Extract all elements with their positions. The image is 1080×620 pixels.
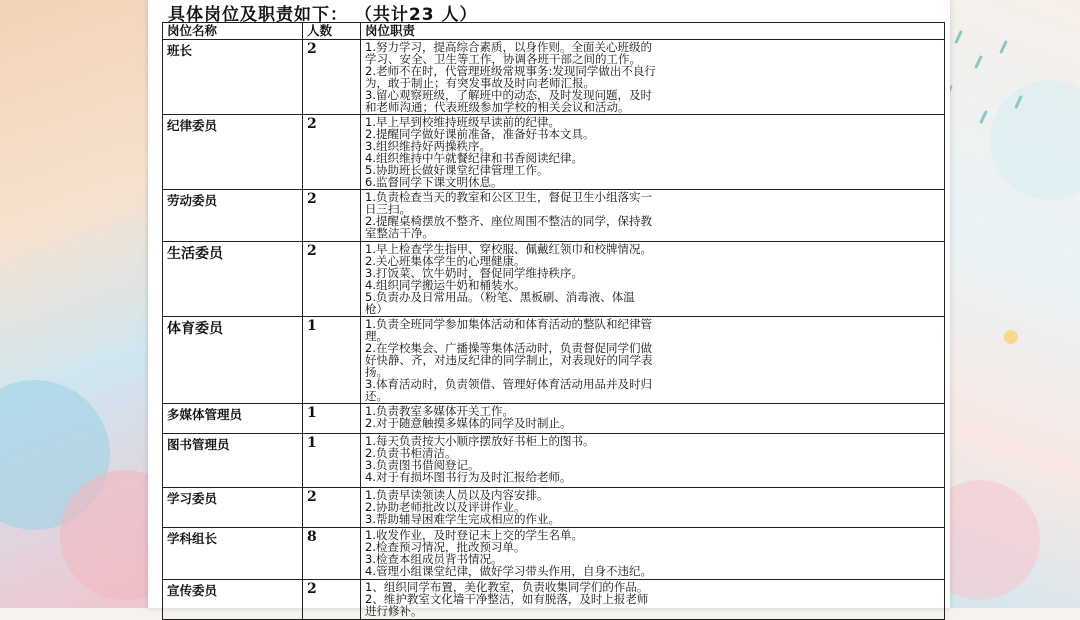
duty-line: 好快静、齐，对违反纪律的同学制止，对表现好的同学表 <box>365 353 653 367</box>
duty-line: 4.组织同学搬运牛奶和桶装水。 <box>365 278 526 292</box>
duty-line: 枪） <box>365 302 388 316</box>
duty-line: 1.收发作业，及时登记未上交的学生名单。 <box>365 528 583 542</box>
duty-line: 1.负责早读领读人员以及内容安排。 <box>365 488 549 502</box>
duty-description <box>361 434 945 488</box>
duty-line: 3.负责图书借阅登记。 <box>365 458 480 472</box>
duty-line: 4.管理小组课堂纪律，做好学习带头作用，自身不违纪。 <box>365 564 652 578</box>
duty-line: 5.协助班长做好课堂纪律管理工作。 <box>365 163 549 177</box>
duty-line: 进行修补。 <box>365 604 423 618</box>
duty-line: 1、组织同学布置，美化教室，负责收集同学们的作品。 <box>365 580 649 594</box>
duty-line: 1.负责全班同学参加集体活动和体育活动的整队和纪律管 <box>365 317 652 331</box>
head-count: 2 <box>303 580 361 620</box>
head-count: 2 <box>303 115 361 190</box>
duty-line: 2.负责书柜清洁。 <box>365 446 457 460</box>
duty-description <box>361 488 945 528</box>
head-count: 2 <box>303 242 361 317</box>
table-row <box>163 190 945 242</box>
role-name: 学科组长 <box>163 528 303 580</box>
duty-line: 3.体育活动时，负责领借、管理好体育活动用品并及时归 <box>365 377 652 391</box>
role-name: 图书管理员 <box>163 434 303 488</box>
head-count: 1 <box>303 434 361 488</box>
duty-line: 5.负责办及日常用品。（粉笔、黑板刷、消毒液、体温 <box>365 290 635 304</box>
table-header-row <box>163 23 945 40</box>
duty-line: 2.检查预习情况，批改预习单。 <box>365 540 526 554</box>
duty-line: 理。 <box>365 329 388 343</box>
duty-line: 室整洁干净。 <box>365 226 434 240</box>
role-name: 纪律委员 <box>163 115 303 190</box>
header-duties: 岗位职责 <box>361 23 945 40</box>
duty-description <box>361 404 945 434</box>
role-name: 劳动委员 <box>163 190 303 242</box>
head-count: 8 <box>303 528 361 580</box>
head-count: 1 <box>303 317 361 404</box>
table-row <box>163 488 945 528</box>
role-name: 班长 <box>163 40 303 115</box>
duty-line: 2、维护教室文化墙干净整洁，如有脱落，及时上报老师 <box>365 592 649 606</box>
duty-line: 3.留心观察班级，了解班中的动态，及时发现问题，及时 <box>365 88 652 102</box>
header-role: 岗位名称 <box>163 23 303 40</box>
duty-line: 1.努力学习，提高综合素质，以身作则。全面关心班级的 <box>365 40 652 54</box>
duty-line: 1.负责检查当天的教室和公区卫生，督促卫生小组落实一 <box>365 190 652 204</box>
duty-line: 1.早上早到校维持班级早读前的纪律。 <box>365 115 560 129</box>
duty-description <box>361 242 945 317</box>
role-name: 宣传委员 <box>163 580 303 620</box>
duty-line: 2.对于随意触摸多媒体的同学及时制止。 <box>365 416 572 430</box>
role-name: 学习委员 <box>163 488 303 528</box>
duty-line: 3.帮助辅导困难学生完成相应的作业。 <box>365 512 560 526</box>
table-row <box>163 404 945 434</box>
duty-line: 1.每天负责按大小顺序摆放好书柜上的图书。 <box>365 434 595 448</box>
duty-line: 6.监督同学下课文明休息。 <box>365 175 503 189</box>
duty-line: 还。 <box>365 389 388 403</box>
duty-line: 2.提醒同学做好课前准备，准备好书本文具。 <box>365 127 595 141</box>
head-count: 1 <box>303 404 361 434</box>
duty-table <box>162 22 945 620</box>
table-row <box>163 317 945 404</box>
duty-line: 3.检查本组成员背书情况。 <box>365 552 503 566</box>
duty-description <box>361 528 945 580</box>
table-row <box>163 434 945 488</box>
page-title: 具体岗位及职责如下： （共计23 人） <box>168 5 478 25</box>
duty-line: 4.对于有损坏图书行为及时汇报给老师。 <box>365 470 572 484</box>
table-row <box>163 242 945 317</box>
role-name: 生活委员 <box>163 242 303 317</box>
duty-line: 2.老师不在时，代管理班级常规事务:发现同学做出不良行 <box>365 64 656 78</box>
role-name: 体育委员 <box>163 317 303 404</box>
duty-line: 3.打饭菜、饮牛奶时，督促同学维持秩序。 <box>365 266 583 280</box>
duty-line: 2.关心班集体学生的心理健康。 <box>365 254 526 268</box>
duty-description <box>361 190 945 242</box>
head-count: 2 <box>303 190 361 242</box>
duty-line: 2.在学校集会、广播操等集体活动时，负责督促同学们做 <box>365 341 652 355</box>
duty-line: 学习、安全、卫生等工作，协调各班干部之间的工作。 <box>365 52 641 66</box>
duty-line: 1.负责教室多媒体开关工作。 <box>365 404 514 418</box>
duty-line: 2.协助老师批改以及评讲作业。 <box>365 500 526 514</box>
decor-dot <box>1004 330 1018 344</box>
duty-line: 1.早上检查学生指甲、穿校服、佩戴红领巾和校牌情况。 <box>365 242 652 256</box>
duty-line: 4.组织维持中午就餐纪律和书香阅读纪律。 <box>365 151 583 165</box>
header-count: 人数 <box>303 23 361 40</box>
duty-line: 和老师沟通；代表班级参加学校的相关会议和活动。 <box>365 100 630 114</box>
duty-description <box>361 115 945 190</box>
role-name: 多媒体管理员 <box>163 404 303 434</box>
table-row <box>163 580 945 620</box>
table-row <box>163 40 945 115</box>
duty-description <box>361 40 945 115</box>
duty-description <box>361 580 945 620</box>
head-count: 2 <box>303 40 361 115</box>
duty-line: 扬。 <box>365 365 388 379</box>
duty-description <box>361 317 945 404</box>
table-row <box>163 115 945 190</box>
head-count: 2 <box>303 488 361 528</box>
duty-line: 2.提醒桌椅摆放不整齐、座位周围不整洁的同学，保持教 <box>365 214 652 228</box>
duty-line: 日三扫。 <box>365 202 411 216</box>
duty-line: 3.组织维持好两操秩序。 <box>365 139 491 153</box>
table-row <box>163 528 945 580</box>
duty-line: 为，敢于制止；有突发事故及时向老师汇报。 <box>365 76 595 90</box>
